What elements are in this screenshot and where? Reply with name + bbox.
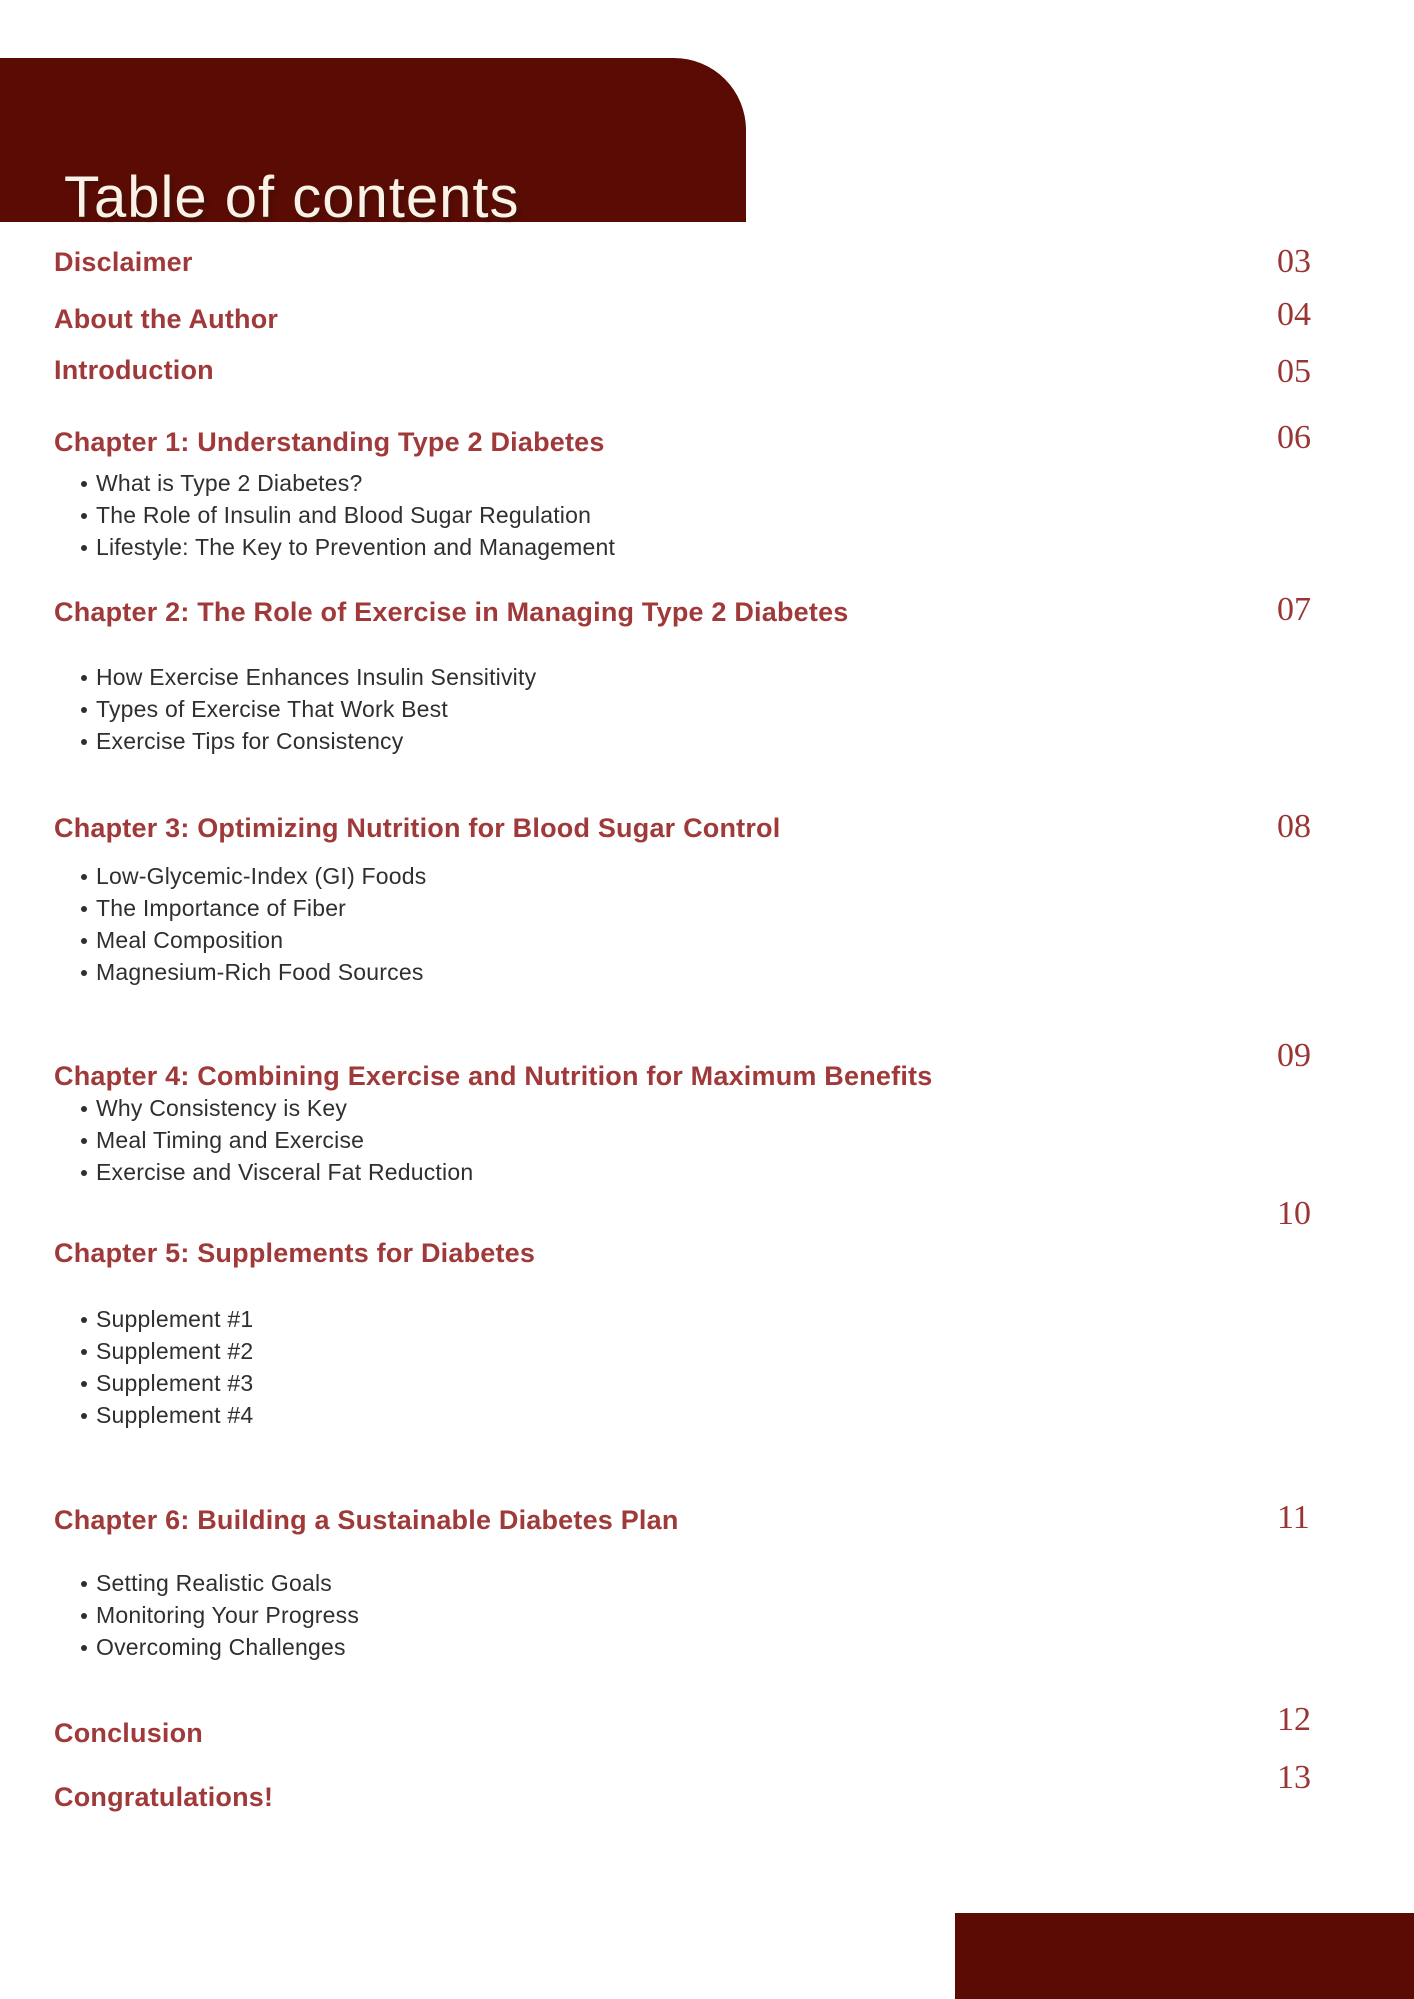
toc-bullet-list-chapter-1 [81,467,615,563]
toc-bullet-item: The Importance of Fiber [81,892,426,924]
toc-bullet-item: Exercise Tips for Consistency [81,725,536,757]
page-number: 10 [1277,1195,1311,1232]
page-number: 12 [1277,1701,1311,1738]
toc-bullet-list-chapter-4 [81,1092,473,1188]
page-number: 13 [1277,1759,1311,1796]
footer-accent-block [955,1913,1414,1999]
toc-entry-congratulations: Congratulations! [54,1782,274,1812]
toc-bullet-item: Supplement #2 [81,1335,253,1367]
toc-bullet-item: How Exercise Enhances Insulin Sensitivity [81,661,536,693]
toc-bullet-list-chapter-3 [81,860,426,988]
toc-bullet-item: Lifestyle: The Key to Prevention and Management [81,531,615,563]
page-number: 07 [1277,591,1311,628]
toc-bullet-item: Supplement #1 [81,1303,253,1335]
page-number: 03 [1277,243,1311,280]
toc-bullet-list-chapter-2 [81,661,536,757]
toc-entry-conclusion: Conclusion [54,1718,203,1748]
header-banner [0,58,746,230]
toc-entry-about-the-author: About the Author [54,304,279,334]
toc-bullet-item: Why Consistency is Key [81,1092,473,1124]
toc-bullet-item: Meal Timing and Exercise [81,1124,473,1156]
page-number: 09 [1277,1037,1311,1074]
page-number: 05 [1277,353,1311,390]
toc-entry-introduction: Introduction [54,355,214,385]
toc-bullet-item: Meal Composition [81,924,426,956]
toc-entry-disclaimer: Disclaimer [54,247,193,277]
toc-bullet-list-chapter-5 [81,1303,253,1431]
toc-bullet-item: Supplement #4 [81,1399,253,1431]
page-number: 04 [1277,296,1311,333]
page-number: 06 [1277,419,1311,456]
toc-bullet-item: Setting Realistic Goals [81,1567,359,1599]
toc-entry-chapter-4: Chapter 4: Combining Exercise and Nutrition for Maximum Benefits [54,1061,933,1091]
toc-bullet-item: Types of Exercise That Work Best [81,693,536,725]
toc-entry-chapter-1: Chapter 1: Understanding Type 2 Diabetes [54,427,605,457]
toc-entry-chapter-5: Chapter 5: Supplements for Diabetes [54,1238,536,1268]
toc-entry-chapter-3: Chapter 3: Optimizing Nutrition for Blood Sugar Control [54,813,781,843]
toc-bullet-item: Monitoring Your Progress [81,1599,359,1631]
page-number: 11 [1277,1499,1310,1536]
toc-bullet-item: Supplement #3 [81,1367,253,1399]
toc-bullet-item: Overcoming Challenges [81,1631,359,1663]
toc-bullet-item: Low-Glycemic-Index (GI) Foods [81,860,426,892]
toc-entry-chapter-6: Chapter 6: Building a Sustainable Diabetes Plan [54,1505,679,1535]
toc-bullet-item: Magnesium-Rich Food Sources [81,956,426,988]
page-title: Table of contents [64,165,520,230]
toc-bullet-item: Exercise and Visceral Fat Reduction [81,1156,473,1188]
toc-entry-chapter-2: Chapter 2: The Role of Exercise in Managing Type 2 Diabetes [54,597,849,627]
toc-bullet-item: The Role of Insulin and Blood Sugar Regulation [81,499,615,531]
page-number: 08 [1277,808,1311,845]
toc-bullet-list-chapter-6 [81,1567,359,1663]
toc-bullet-item: What is Type 2 Diabetes? [81,467,615,499]
